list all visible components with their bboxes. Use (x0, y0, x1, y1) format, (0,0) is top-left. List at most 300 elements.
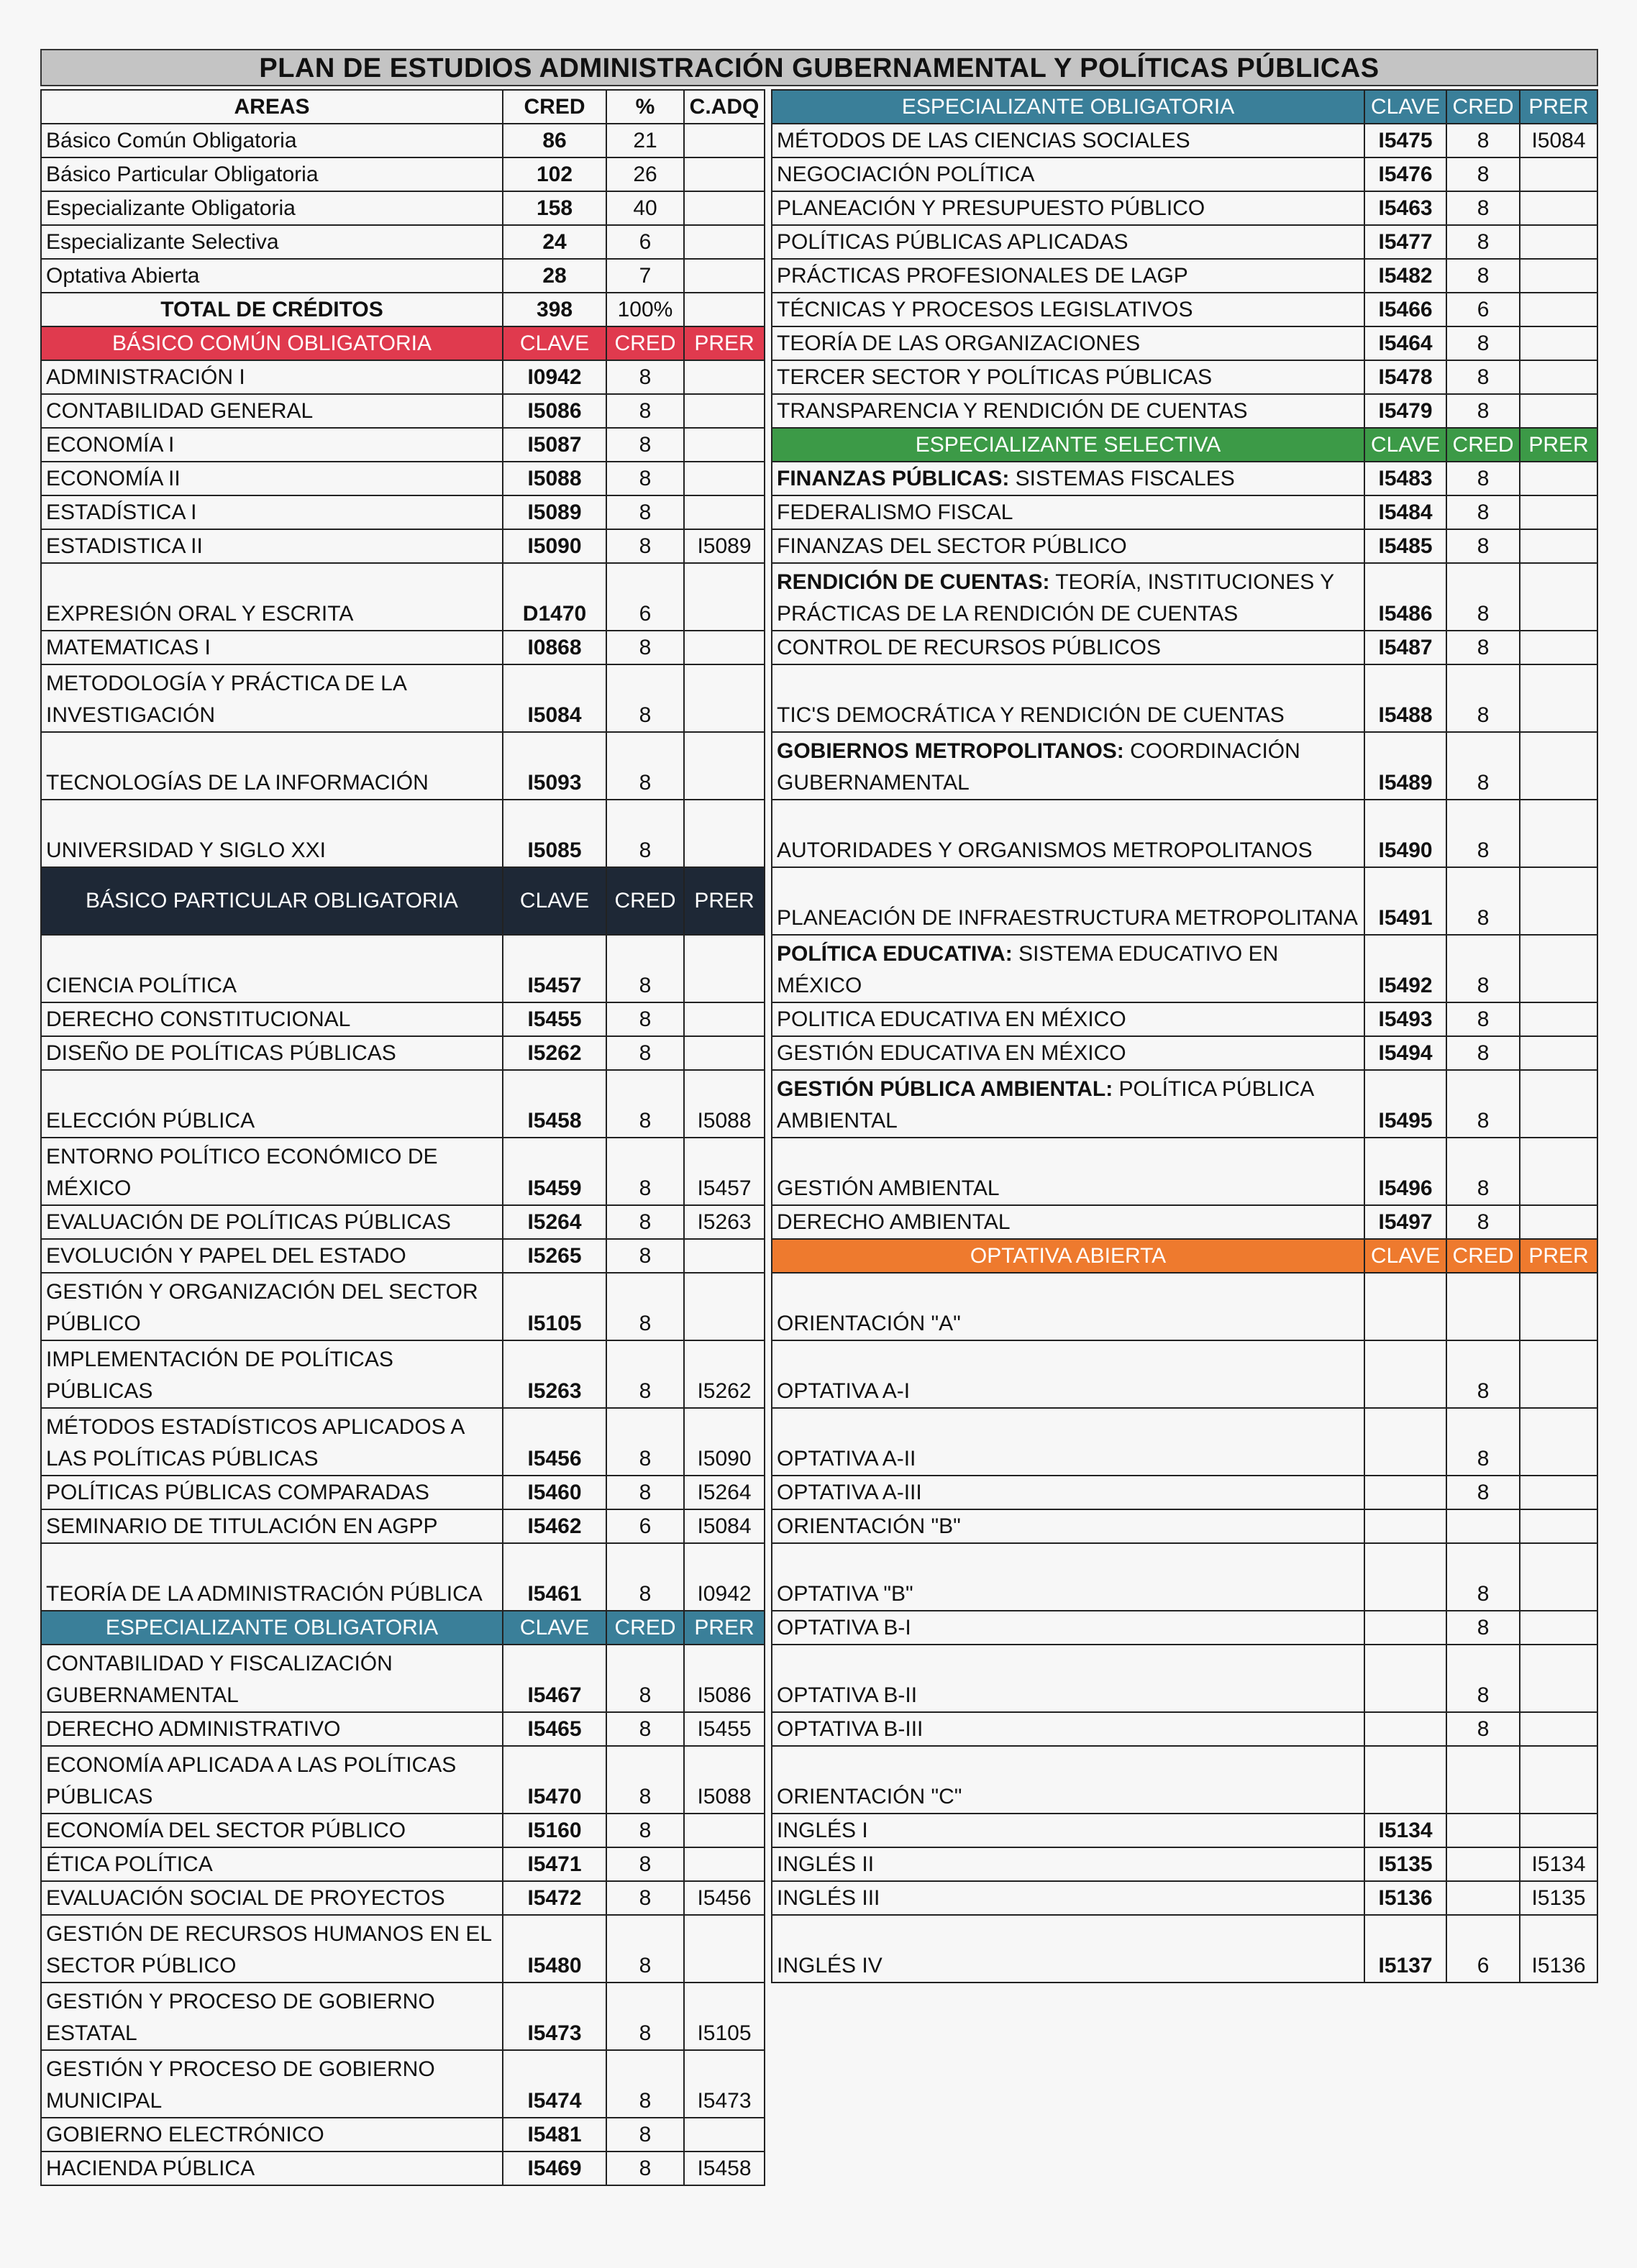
course-cred: 8 (1446, 1070, 1520, 1138)
course-row (772, 1036, 1597, 1070)
course-row (772, 1847, 1597, 1881)
course-clave: I5464 (1364, 326, 1446, 360)
course-name: OPTATIVA A-II (772, 1408, 1364, 1476)
course-cred: 8 (1446, 326, 1520, 360)
course-cred: 8 (606, 1070, 684, 1138)
course-name: INGLÉS II (772, 1847, 1364, 1881)
course-prer (1520, 495, 1597, 529)
course-name: POLÍTICAS PÚBLICAS APLICADAS (772, 225, 1364, 259)
course-prer (1520, 191, 1597, 225)
right-table (771, 89, 1598, 1983)
cred-header: CRED (606, 867, 684, 935)
course-cred: 8 (606, 1002, 684, 1036)
course-name: ORIENTACIÓN "C" (772, 1746, 1364, 1814)
course-name: OPTATIVA "B" (772, 1543, 1364, 1611)
course-prer (1520, 935, 1597, 1002)
course-cred: 8 (1446, 394, 1520, 428)
course-cred: 8 (606, 1746, 684, 1814)
section-title: BÁSICO COMÚN OBLIGATORIA (41, 326, 503, 360)
course-name: GESTIÓN Y ORGANIZACIÓN DEL SECTOR PÚBLICO (41, 1273, 503, 1340)
course-clave: I5265 (503, 1239, 606, 1273)
course-clave (1364, 1408, 1446, 1476)
course-name-text: SISTEMA EDUCATIVO EN MÉXICO (777, 942, 1279, 997)
course-prer (1520, 1543, 1597, 1611)
course-name: ECONOMÍA I (41, 428, 503, 462)
group-label: GOBIERNOS METROPOLITANOS: (777, 739, 1124, 763)
summary-cadq (684, 225, 765, 259)
course-row (41, 1239, 765, 1273)
course-cred: 8 (606, 664, 684, 732)
course-clave: I5494 (1364, 1036, 1446, 1070)
summary-cred: 28 (503, 259, 606, 293)
course-name: AUTORIDADES Y ORGANISMOS METROPOLITANOS (772, 800, 1364, 867)
clave-header: CLAVE (503, 867, 606, 935)
course-clave: I5486 (1364, 563, 1446, 631)
total-cadq (684, 293, 765, 326)
course-prer (1520, 1408, 1597, 1476)
course-clave (1364, 1273, 1446, 1340)
course-row (772, 1915, 1597, 1983)
course-row (41, 664, 765, 732)
summary-pct: 21 (606, 124, 684, 157)
course-row (772, 326, 1597, 360)
course-clave: I5496 (1364, 1138, 1446, 1205)
course-row (772, 1543, 1597, 1611)
course-row (41, 2118, 765, 2152)
course-prer (1520, 800, 1597, 867)
course-cred: 8 (606, 1239, 684, 1273)
course-name: OPTATIVA A-III (772, 1476, 1364, 1509)
course-row (41, 1070, 765, 1138)
course-cred (1446, 1814, 1520, 1847)
course-name: GESTIÓN EDUCATIVA EN MÉXICO (772, 1036, 1364, 1070)
course-name: GESTIÓN Y PROCESO DE GOBIERNO MUNICIPAL (41, 2050, 503, 2118)
summary-cadq (684, 124, 765, 157)
course-prer (684, 1239, 765, 1273)
course-name: ECONOMÍA APLICADA A LAS POLÍTICAS PÚBLICAS (41, 1746, 503, 1814)
course-name: INGLÉS III (772, 1881, 1364, 1915)
clave-header: CLAVE (1364, 90, 1446, 124)
course-cred: 8 (606, 462, 684, 495)
course-cred: 8 (1446, 225, 1520, 259)
section-header (41, 1611, 765, 1645)
summary-row (41, 157, 765, 191)
course-name: POLITICA EDUCATIVA EN MÉXICO (772, 1002, 1364, 1036)
course-row (41, 1712, 765, 1746)
group-label: POLÍTICA EDUCATIVA: (777, 942, 1013, 966)
course-cred: 8 (606, 1205, 684, 1239)
course-name: TÉCNICAS Y PROCESOS LEGISLATIVOS (772, 293, 1364, 326)
course-clave: I5086 (503, 394, 606, 428)
course-clave (1364, 1509, 1446, 1543)
summary-pct-header: % (606, 90, 684, 124)
course-name: EVALUACIÓN DE POLÍTICAS PÚBLICAS (41, 1205, 503, 1239)
course-clave (1364, 1746, 1446, 1814)
course-row (41, 2050, 765, 2118)
course-name: MÉTODOS DE LAS CIENCIAS SOCIALES (772, 124, 1364, 157)
course-row (41, 1002, 765, 1036)
prer-header: PRER (1520, 90, 1597, 124)
course-cred: 8 (1446, 664, 1520, 732)
summary-cred: 102 (503, 157, 606, 191)
summary-cadq (684, 259, 765, 293)
course-name-text: POLÍTICA PÚBLICA AMBIENTAL (777, 1077, 1313, 1133)
course-prer (1520, 225, 1597, 259)
summary-area: Básico Particular Obligatoria (41, 157, 503, 191)
course-prer (1520, 1002, 1597, 1036)
course-clave: I5084 (503, 664, 606, 732)
course-row (772, 1476, 1597, 1509)
course-name: CIENCIA POLÍTICA (41, 935, 503, 1002)
course-name: PLANEACIÓN DE INFRAESTRUCTURA METROPOLITANA (772, 867, 1364, 935)
course-name: ÉTICA POLÍTICA (41, 1847, 503, 1881)
course-clave: I5481 (503, 2118, 606, 2152)
course-clave: I5478 (1364, 360, 1446, 394)
course-cred: 8 (606, 732, 684, 800)
course-prer (684, 1036, 765, 1070)
course-cred: 8 (606, 1138, 684, 1205)
course-cred (1446, 1746, 1520, 1814)
course-prer: I5458 (684, 2152, 765, 2185)
course-cred: 8 (606, 935, 684, 1002)
course-clave: I5264 (503, 1205, 606, 1239)
summary-row (41, 124, 765, 157)
course-row (772, 1881, 1597, 1915)
summary-pct: 7 (606, 259, 684, 293)
course-cred: 8 (1446, 1036, 1520, 1070)
course-cred: 8 (1446, 800, 1520, 867)
course-name: CONTABILIDAD GENERAL (41, 394, 503, 428)
course-clave: I5456 (503, 1408, 606, 1476)
left-table (40, 89, 765, 2186)
course-row (772, 867, 1597, 935)
course-clave: I5472 (503, 1881, 606, 1915)
course-prer (684, 428, 765, 462)
course-row (772, 462, 1597, 495)
course-prer: I5262 (684, 1340, 765, 1408)
course-cred: 8 (606, 2050, 684, 2118)
course-cred: 8 (606, 1340, 684, 1408)
course-clave: I5476 (1364, 157, 1446, 191)
course-clave: I5479 (1364, 394, 1446, 428)
course-clave: I5490 (1364, 800, 1446, 867)
course-clave: I5160 (503, 1814, 606, 1847)
course-row (41, 1746, 765, 1814)
course-cred: 8 (1446, 157, 1520, 191)
course-row (772, 1645, 1597, 1712)
course-row (772, 1273, 1597, 1340)
course-clave: I0868 (503, 631, 606, 664)
course-cred: 8 (606, 1881, 684, 1915)
course-name: FEDERALISMO FISCAL (772, 495, 1364, 529)
course-name: TERCER SECTOR Y POLÍTICAS PÚBLICAS (772, 360, 1364, 394)
course-row (772, 1509, 1597, 1543)
course-name: ECONOMÍA II (41, 462, 503, 495)
course-clave: I5089 (503, 495, 606, 529)
course-clave (1364, 1712, 1446, 1746)
course-name: CONTROL DE RECURSOS PÚBLICOS (772, 631, 1364, 664)
course-clave (1364, 1340, 1446, 1408)
course-prer (684, 360, 765, 394)
course-prer (1520, 664, 1597, 732)
course-prer: I5090 (684, 1408, 765, 1476)
course-prer (1520, 1476, 1597, 1509)
course-clave (1364, 1645, 1446, 1712)
course-clave: I5462 (503, 1509, 606, 1543)
course-row (41, 1138, 765, 1205)
course-cred: 6 (1446, 293, 1520, 326)
course-prer (684, 1915, 765, 1983)
course-cred: 8 (606, 1036, 684, 1070)
prer-header: PRER (684, 1611, 765, 1645)
course-row (41, 1509, 765, 1543)
course-clave: I5487 (1364, 631, 1446, 664)
course-clave: I5135 (1364, 1847, 1446, 1881)
course-cred: 8 (606, 495, 684, 529)
summary-area: Básico Común Obligatoria (41, 124, 503, 157)
course-cred: 8 (1446, 935, 1520, 1002)
summary-pct: 40 (606, 191, 684, 225)
total-pct: 100% (606, 293, 684, 326)
course-name: GOBIERNO ELECTRÓNICO (41, 2118, 503, 2152)
course-name: TECNOLOGÍAS DE LA INFORMACIÓN (41, 732, 503, 800)
course-cred: 8 (1446, 1205, 1520, 1239)
course-prer: I0942 (684, 1543, 765, 1611)
course-row (772, 1340, 1597, 1408)
course-row (772, 664, 1597, 732)
course-name: EXPRESIÓN ORAL Y ESCRITA (41, 563, 503, 631)
course-clave: I5459 (503, 1138, 606, 1205)
course-name-text: COORDINACIÓN GUBERNAMENTAL (777, 739, 1300, 795)
course-row (41, 1847, 765, 1881)
course-cred: 8 (1446, 1002, 1520, 1036)
course-name: GESTIÓN Y PROCESO DE GOBIERNO ESTATAL (41, 1983, 503, 2050)
course-name: PLANEACIÓN Y PRESUPUESTO PÚBLICO (772, 191, 1364, 225)
summary-pct: 6 (606, 225, 684, 259)
course-clave: D1470 (503, 563, 606, 631)
course-prer: I5105 (684, 1983, 765, 2050)
course-name-text: TEORÍA, INSTITUCIONES Y PRÁCTICAS DE LA RENDICIÓN DE CUENTAS (777, 570, 1334, 626)
course-prer (684, 563, 765, 631)
course-row (41, 1814, 765, 1847)
course-prer: I5136 (1520, 1915, 1597, 1983)
course-row (41, 428, 765, 462)
course-row (772, 1611, 1597, 1645)
course-clave: I5460 (503, 1476, 606, 1509)
document-title: PLAN DE ESTUDIOS ADMINISTRACIÓN GUBERNAMENTAL Y POLÍTICAS PÚBLICAS (40, 49, 1598, 86)
summary-cred: 158 (503, 191, 606, 225)
course-name: DERECHO ADMINISTRATIVO (41, 1712, 503, 1746)
course-cred: 8 (606, 1645, 684, 1712)
course-cred: 8 (1446, 1543, 1520, 1611)
course-row (772, 191, 1597, 225)
course-cred: 8 (1446, 867, 1520, 935)
course-cred: 6 (606, 563, 684, 631)
course-prer (1520, 1036, 1597, 1070)
course-clave: I5469 (503, 2152, 606, 2185)
course-cred (1446, 1273, 1520, 1340)
course-row (41, 563, 765, 631)
course-row (772, 732, 1597, 800)
course-row (772, 1205, 1597, 1239)
course-clave: I5467 (503, 1645, 606, 1712)
course-name: GESTIÓN DE RECURSOS HUMANOS EN EL SECTOR PÚBLICO (41, 1915, 503, 1983)
summary-area: Especializante Selectiva (41, 225, 503, 259)
course-row (41, 529, 765, 563)
course-cred: 8 (1446, 124, 1520, 157)
prer-header: PRER (1520, 428, 1597, 462)
group-label: FINANZAS PÚBLICAS: (777, 467, 1010, 490)
cred-header: CRED (1446, 428, 1520, 462)
course-clave: I0942 (503, 360, 606, 394)
course-prer (1520, 293, 1597, 326)
course-name: ORIENTACIÓN "B" (772, 1509, 1364, 1543)
course-row (41, 732, 765, 800)
course-cred: 8 (1446, 1138, 1520, 1205)
course-cred: 8 (1446, 259, 1520, 293)
section-title: ESPECIALIZANTE OBLIGATORIA (41, 1611, 503, 1645)
course-cred: 8 (606, 1814, 684, 1847)
course-prer (684, 2118, 765, 2152)
course-clave (1364, 1476, 1446, 1509)
course-row (41, 462, 765, 495)
course-name: EVALUACIÓN SOCIAL DE PROYECTOS (41, 1881, 503, 1915)
course-row (41, 935, 765, 1002)
cred-header: CRED (1446, 1239, 1520, 1273)
course-clave: I5488 (1364, 664, 1446, 732)
course-cred: 8 (1446, 462, 1520, 495)
course-prer (1520, 1611, 1597, 1645)
course-prer: I5134 (1520, 1847, 1597, 1881)
course-clave (1364, 1611, 1446, 1645)
course-name: POLÍTICAS PÚBLICAS COMPARADAS (41, 1476, 503, 1509)
course-clave: I5263 (503, 1340, 606, 1408)
course-prer (684, 1847, 765, 1881)
section-header (772, 1239, 1597, 1273)
course-name: TEORÍA DE LA ADMINISTRACIÓN PÚBLICA (41, 1543, 503, 1611)
course-clave: I5087 (503, 428, 606, 462)
course-clave: I5463 (1364, 191, 1446, 225)
course-name: HACIENDA PÚBLICA (41, 2152, 503, 2185)
clave-header: CLAVE (503, 1611, 606, 1645)
section-header (41, 867, 765, 935)
course-prer (1520, 1746, 1597, 1814)
course-cred: 8 (606, 529, 684, 563)
course-clave: I5485 (1364, 529, 1446, 563)
course-row (772, 360, 1597, 394)
course-name (772, 563, 1364, 631)
course-prer: I5088 (684, 1070, 765, 1138)
course-name: ADMINISTRACIÓN I (41, 360, 503, 394)
course-prer (1520, 529, 1597, 563)
course-name: ESTADÍSTICA I (41, 495, 503, 529)
course-clave: I5477 (1364, 225, 1446, 259)
course-cred: 8 (606, 1543, 684, 1611)
course-clave: I5455 (503, 1002, 606, 1036)
course-row (772, 495, 1597, 529)
course-cred: 8 (1446, 1611, 1520, 1645)
course-name: SEMINARIO DE TITULACIÓN EN AGPP (41, 1509, 503, 1543)
course-prer (1520, 326, 1597, 360)
course-prer (1520, 631, 1597, 664)
course-clave: I5484 (1364, 495, 1446, 529)
course-prer (1520, 1712, 1597, 1746)
course-prer (1520, 360, 1597, 394)
course-prer (684, 394, 765, 428)
course-name: DERECHO CONSTITUCIONAL (41, 1002, 503, 1036)
course-cred: 8 (1446, 1645, 1520, 1712)
course-clave: I5461 (503, 1543, 606, 1611)
course-prer (684, 800, 765, 867)
course-name: NEGOCIACIÓN POLÍTICA (772, 157, 1364, 191)
summary-row (41, 225, 765, 259)
total-label: TOTAL DE CRÉDITOS (41, 293, 503, 326)
course-name-text: SISTEMAS FISCALES (1009, 467, 1235, 490)
course-cred: 8 (1446, 732, 1520, 800)
course-clave: I5466 (1364, 293, 1446, 326)
course-prer: I5473 (684, 2050, 765, 2118)
course-clave: I5093 (503, 732, 606, 800)
course-name: ESTADISTICA II (41, 529, 503, 563)
course-name (772, 1070, 1364, 1138)
course-cred: 8 (1446, 1408, 1520, 1476)
course-name: DISEÑO DE POLÍTICAS PÚBLICAS (41, 1036, 503, 1070)
course-prer (1520, 1645, 1597, 1712)
course-name: OPTATIVA A-I (772, 1340, 1364, 1408)
course-row (772, 394, 1597, 428)
summary-area-header: AREAS (41, 90, 503, 124)
course-cred: 8 (606, 2152, 684, 2185)
clave-header: CLAVE (1364, 428, 1446, 462)
summary-row (41, 191, 765, 225)
course-row (772, 124, 1597, 157)
course-row (41, 1881, 765, 1915)
course-row (41, 631, 765, 664)
course-prer: I5088 (684, 1746, 765, 1814)
course-cred: 8 (606, 360, 684, 394)
course-name: UNIVERSIDAD Y SIGLO XXI (41, 800, 503, 867)
course-clave: I5495 (1364, 1070, 1446, 1138)
course-prer (684, 664, 765, 732)
course-prer: I5089 (684, 529, 765, 563)
course-cred: 8 (606, 1408, 684, 1476)
course-row (41, 1205, 765, 1239)
course-row (772, 1138, 1597, 1205)
section-title: BÁSICO PARTICULAR OBLIGATORIA (41, 867, 503, 935)
course-clave: I5088 (503, 462, 606, 495)
course-row (772, 935, 1597, 1002)
course-cred: 8 (606, 1712, 684, 1746)
course-name: EVOLUCIÓN Y PAPEL DEL ESTADO (41, 1239, 503, 1273)
course-clave: I5483 (1364, 462, 1446, 495)
course-cred: 8 (606, 1476, 684, 1509)
course-prer: I5457 (684, 1138, 765, 1205)
section-header (772, 428, 1597, 462)
course-row (41, 1476, 765, 1509)
course-name: METODOLOGÍA Y PRÁCTICA DE LA INVESTIGACIÓN (41, 664, 503, 732)
cred-header: CRED (606, 326, 684, 360)
section-header (772, 90, 1597, 124)
course-prer (1520, 1814, 1597, 1847)
course-cred: 8 (606, 1915, 684, 1983)
course-clave: I5470 (503, 1746, 606, 1814)
summary-cred: 24 (503, 225, 606, 259)
course-cred: 8 (1446, 1340, 1520, 1408)
course-clave: I5458 (503, 1070, 606, 1138)
course-prer (1520, 732, 1597, 800)
course-row (772, 529, 1597, 563)
course-cred: 8 (1446, 191, 1520, 225)
